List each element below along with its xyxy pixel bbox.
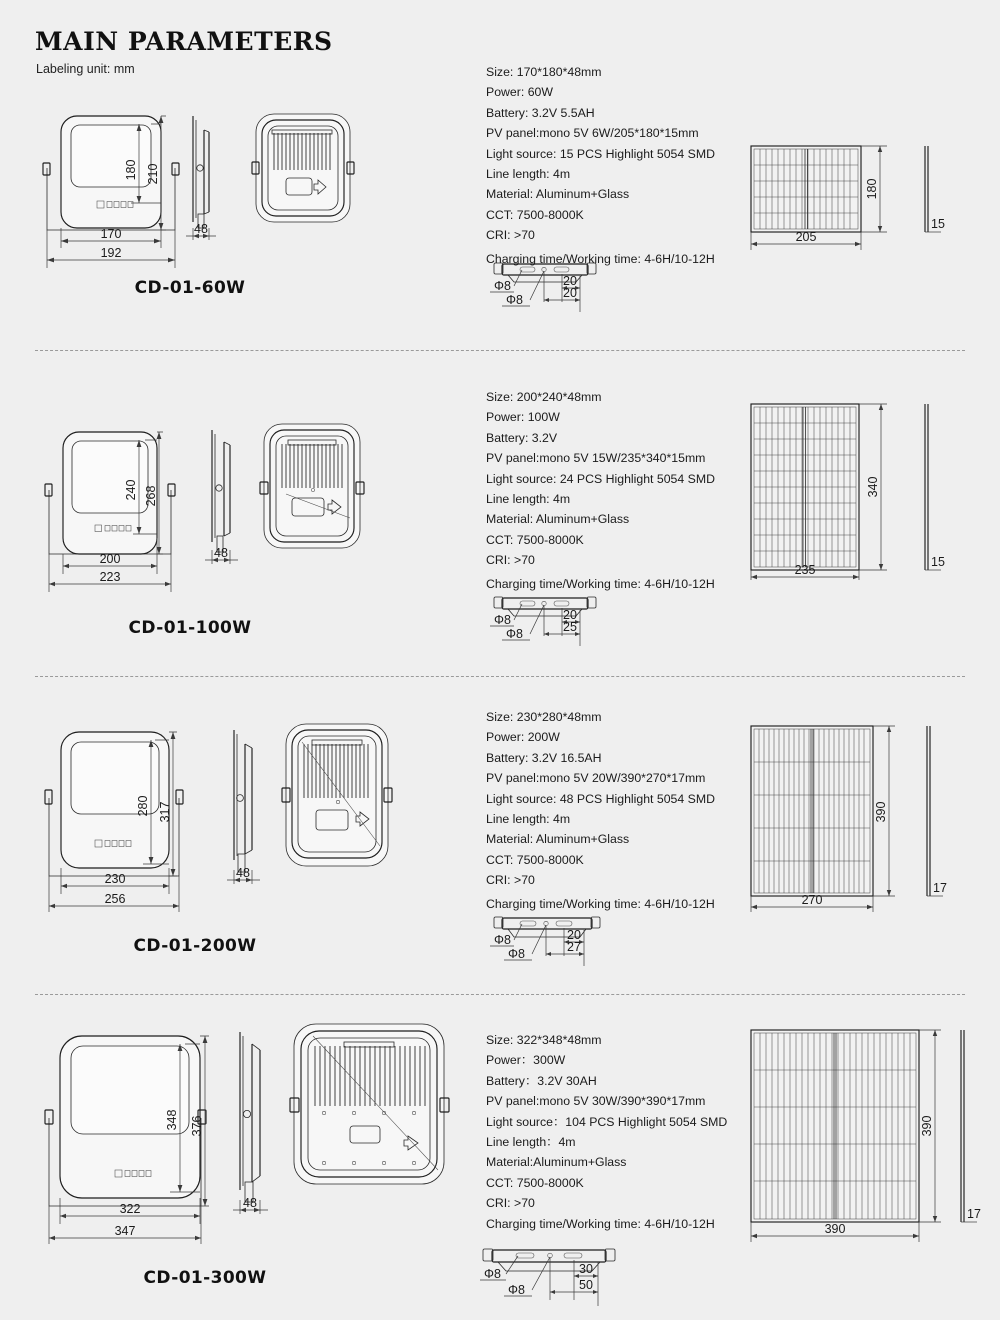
dim-height-inner: 240 — [124, 479, 138, 501]
panel-dim-thickness: 15 — [931, 217, 945, 231]
page-title: MAIN PARAMETERS — [35, 27, 333, 56]
spec-line: Material:Aluminum+Glass — [486, 1155, 627, 1170]
spec-line: PV panel:mono 5V 15W/235*340*15mm — [486, 451, 706, 466]
model-caption-300w: CD-01-300W — [143, 1268, 267, 1288]
mount-spacing-a: 20 — [563, 608, 577, 622]
spec-line: Power: 100W — [486, 410, 560, 425]
mount-hole-label-a: Φ8 — [484, 1267, 501, 1281]
panel-dim-height: 180 — [865, 178, 879, 200]
dim-height-outer: 317 — [158, 801, 172, 823]
mount-spacing-b: 20 — [563, 286, 577, 300]
mounting-detail-drawing-300w — [470, 1244, 630, 1316]
spec-line: Line length: 4m — [486, 491, 571, 506]
spec-list-60w — [486, 62, 715, 270]
side-view-drawing-200w — [222, 720, 274, 890]
rear-view-drawing-60w — [248, 108, 358, 233]
spec-line: Line length: 4m — [486, 166, 571, 181]
model-caption-100w: CD-01-100W — [128, 618, 252, 638]
spec-line: Size: 322*348*48mm — [486, 1033, 602, 1047]
rear-view-drawing-300w — [288, 1018, 453, 1193]
mount-spacing-a: 20 — [567, 928, 581, 942]
spec-line: Material: Aluminum+Glass — [486, 832, 630, 847]
panel-dim-height: 390 — [920, 1115, 934, 1137]
panel-dim-width: 205 — [795, 230, 817, 244]
panel-dim-width: 390 — [824, 1222, 846, 1236]
panel-dim-thickness: 17 — [967, 1207, 981, 1221]
dim-width-outer: 192 — [100, 246, 122, 260]
mounting-detail-drawing-200w — [480, 912, 615, 974]
spec-line: PV panel:mono 5V 20W/390*270*17mm — [486, 771, 706, 786]
side-view-drawing-300w — [228, 1020, 280, 1220]
dim-width-outer: 347 — [114, 1224, 136, 1238]
spec-line: Size: 170*180*48mm — [486, 65, 602, 79]
spec-line: Power: 200W — [486, 730, 560, 745]
dim-width-inner: 200 — [99, 552, 121, 566]
mount-hole-label-b: Φ8 — [508, 947, 525, 961]
dim-width-inner: 170 — [100, 227, 122, 241]
spec-line: CCT: 7500-8000K — [486, 852, 584, 867]
dim-height-inner: 180 — [124, 159, 138, 181]
spec-line: Battery: 3.2V — [486, 430, 558, 445]
spec-line: Light source: 48 PCS Highlight 5054 SMD — [486, 791, 715, 806]
dim-height-outer: 376 — [190, 1115, 204, 1137]
panel-dim-thickness: 15 — [931, 555, 945, 569]
mounting-detail-drawing-60w — [480, 258, 610, 320]
spec-line: Battery: 3.2V 16.5AH — [486, 750, 602, 765]
labeling-unit-note: Labeling unit: mm — [36, 62, 135, 76]
dim-height-inner: 280 — [136, 795, 150, 817]
panel-dim-width: 270 — [801, 893, 823, 907]
dim-depth: 48 — [194, 222, 208, 236]
spec-line: CRI: >70 — [486, 228, 535, 243]
dim-depth: 48 — [236, 866, 250, 880]
spec-line: Light source：104 PCS Highlight 5054 SMD — [486, 1114, 728, 1129]
dim-width-outer: 256 — [104, 892, 126, 906]
spec-line: CRI: >70 — [486, 1196, 535, 1211]
mount-spacing-a: 20 — [563, 274, 577, 288]
spec-line: Battery：3.2V 30AH — [486, 1073, 597, 1088]
dim-depth: 48 — [243, 1196, 257, 1210]
spec-line: Light source: 15 PCS Highlight 5054 SMD — [486, 146, 715, 161]
mount-hole-label-b: Φ8 — [506, 293, 523, 307]
dim-height-outer: 210 — [146, 163, 160, 185]
spec-line: Material: Aluminum+Glass — [486, 187, 630, 202]
spec-line: Charging time/Working time: 4-6H/10-12H — [486, 252, 715, 267]
mount-spacing-b: 27 — [567, 940, 581, 954]
spec-line: CCT: 7500-8000K — [486, 1175, 584, 1190]
solar-panel-drawing-60w — [745, 142, 965, 252]
spec-line: CCT: 7500-8000K — [486, 207, 584, 222]
spec-list-300w — [486, 1030, 727, 1234]
spec-line: Charging time/Working time: 4-6H/10-12H — [486, 1216, 715, 1231]
model-caption-200w: CD-01-200W — [133, 936, 257, 956]
spec-line: Line length：4m — [486, 1134, 576, 1149]
mount-hole-label-a: Φ8 — [494, 613, 511, 627]
solar-panel-drawing-300w — [745, 1026, 981, 1256]
spec-line: Size: 230*280*48mm — [486, 710, 602, 724]
spec-line: Size: 200*240*48mm — [486, 390, 602, 404]
side-view-drawing-60w — [178, 110, 230, 245]
model-caption-60w: CD-01-60W — [134, 278, 246, 298]
spec-line: CCT: 7500-8000K — [486, 532, 584, 547]
rear-view-drawing-100w — [258, 418, 368, 558]
spec-line: CRI: >70 — [486, 873, 535, 888]
spec-line: Power：300W — [486, 1053, 566, 1068]
dim-width-inner: 230 — [104, 872, 126, 886]
spec-list-100w — [486, 387, 715, 595]
dim-height-inner: 348 — [165, 1109, 179, 1131]
rear-view-drawing-200w — [280, 718, 395, 878]
spec-list-200w — [486, 707, 715, 915]
spec-line: PV panel:mono 5V 6W/205*180*15mm — [486, 126, 699, 141]
spec-line: Charging time/Working time: 4-6H/10-12H — [486, 577, 715, 592]
mount-spacing-b: 25 — [563, 620, 577, 634]
panel-dim-height: 340 — [866, 476, 880, 498]
mount-hole-label-a: Φ8 — [494, 279, 511, 293]
dim-width-outer: 223 — [99, 570, 121, 584]
spec-line: Battery: 3.2V 5.5AH — [486, 105, 595, 120]
spec-line: Material: Aluminum+Glass — [486, 512, 630, 527]
spec-line: PV panel:mono 5V 30W/390*390*17mm — [486, 1094, 706, 1109]
panel-dim-height: 390 — [874, 801, 888, 823]
front-view-dimensions-200w — [35, 718, 220, 906]
panel-dim-thickness: 17 — [933, 881, 947, 895]
front-view-dimensions-300w — [35, 1018, 250, 1238]
mount-spacing-a: 30 — [579, 1262, 593, 1276]
solar-panel-drawing-100w — [745, 400, 965, 580]
dim-depth: 48 — [214, 546, 228, 560]
dim-width-inner: 322 — [119, 1202, 141, 1216]
front-view-dimensions-100w — [35, 418, 210, 584]
spec-line: Charging time/Working time: 4-6H/10-12H — [486, 897, 715, 912]
panel-dim-width: 235 — [794, 563, 816, 577]
mount-hole-label-b: Φ8 — [508, 1283, 525, 1297]
row-separator — [35, 994, 965, 995]
row-separator — [35, 676, 965, 677]
mount-hole-label-b: Φ8 — [506, 627, 523, 641]
row-separator — [35, 350, 965, 351]
dim-height-outer: 268 — [144, 485, 158, 507]
mount-hole-label-a: Φ8 — [494, 933, 511, 947]
solar-panel-drawing-200w — [745, 722, 965, 912]
side-view-drawing-100w — [200, 420, 252, 570]
spec-line: Light source: 24 PCS Highlight 5054 SMD — [486, 471, 715, 486]
spec-line: CRI: >70 — [486, 553, 535, 568]
spec-line: Line length: 4m — [486, 811, 571, 826]
spec-line: Power: 60W — [486, 85, 553, 100]
mounting-detail-drawing-100w — [480, 592, 610, 654]
mount-spacing-b: 50 — [579, 1278, 593, 1292]
